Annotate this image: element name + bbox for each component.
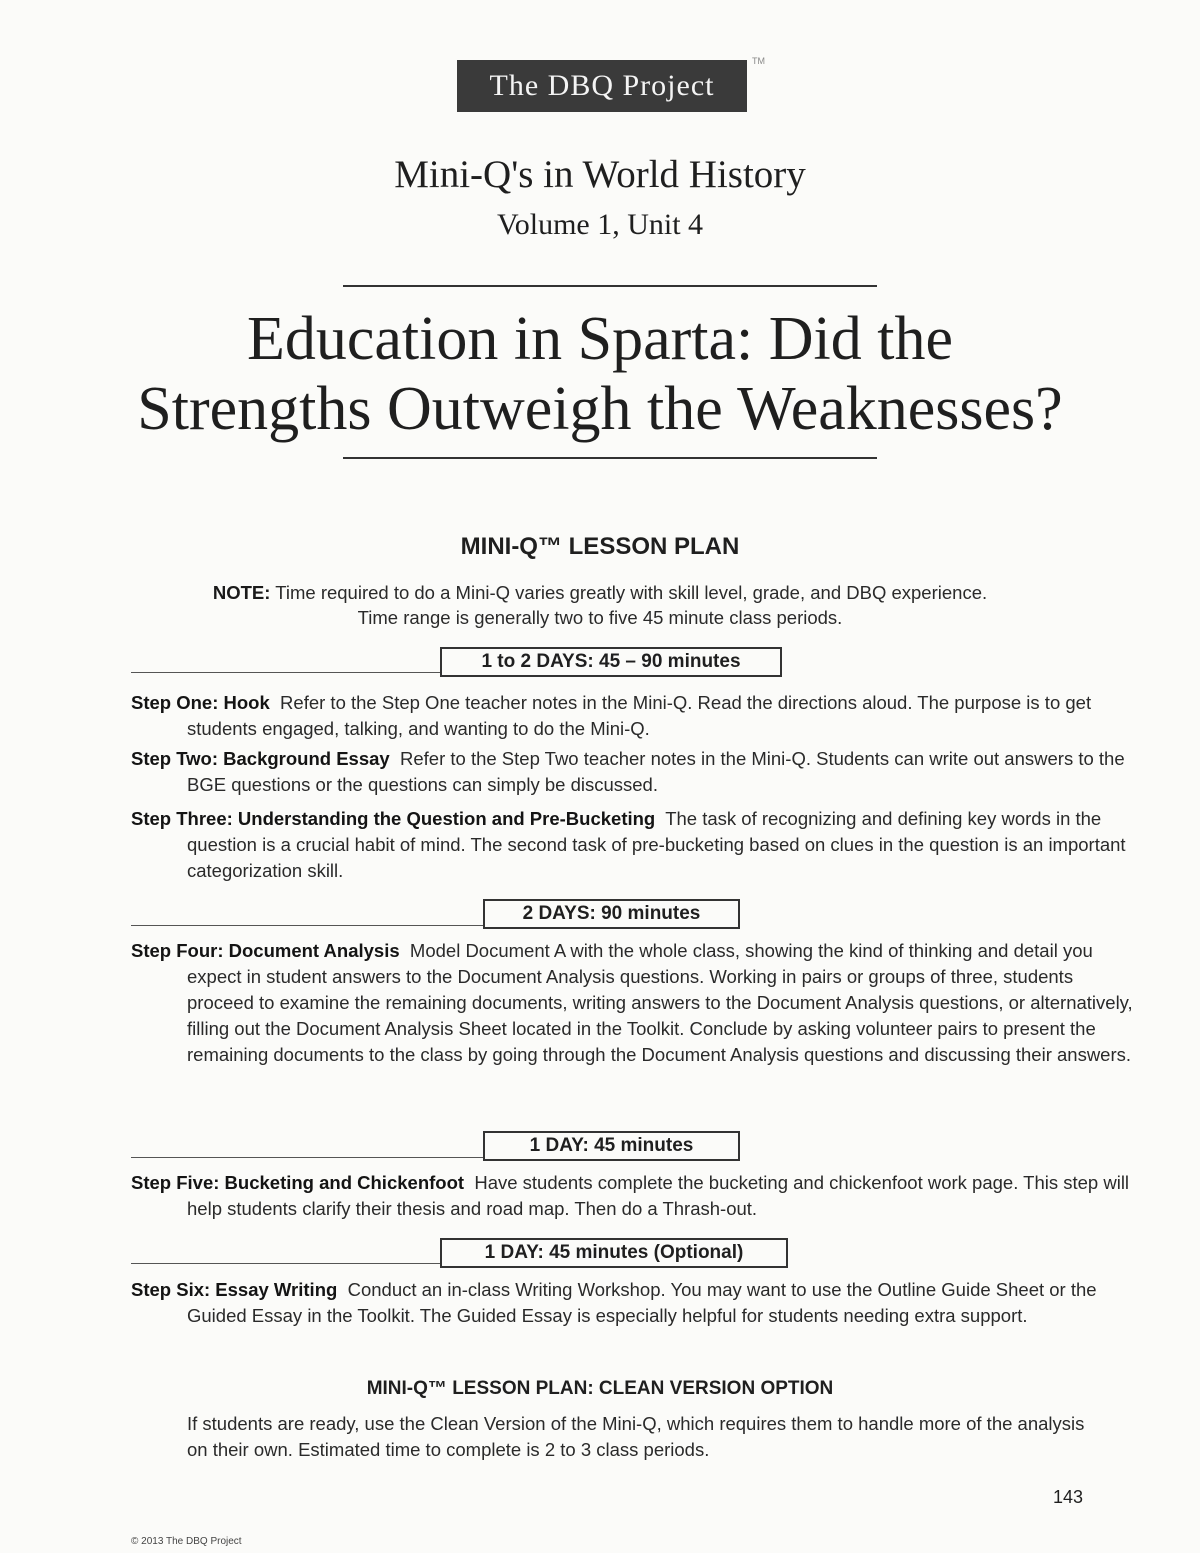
day-divider-2 xyxy=(131,925,483,926)
step-six-text: Conduct an in-class Writing Workshop. You may want to use the Outline Guide Sheet or the Guided Essay in the Toolkit. The Guided Essay is especially helpful for students needing extra support. xyxy=(187,1279,1097,1326)
copyright-notice: © 2013 The DBQ Project xyxy=(131,1536,242,1547)
step-two-label: Step Two: Background Essay xyxy=(131,748,390,769)
step-four-label: Step Four: Document Analysis xyxy=(131,940,400,961)
title-bottom-rule xyxy=(343,457,877,459)
page-number: 143 xyxy=(1053,1487,1084,1507)
step-one xyxy=(131,690,1137,742)
day-label-3: 1 DAY: 45 minutes xyxy=(483,1131,740,1161)
trademark-mark: TM xyxy=(752,56,765,66)
step-two-text: Refer to the Step Two teacher notes in the Mini-Q. Students can write out answers to the BGE questions or the questions can simply be discussed. xyxy=(187,748,1125,795)
note-line-2: Time range is generally two to five 45 minute class periods. xyxy=(357,607,843,628)
day-divider-4 xyxy=(131,1263,441,1264)
step-two xyxy=(131,746,1137,798)
lesson-plan-heading: MINI-Q™ LESSON PLAN xyxy=(460,533,740,560)
step-five-text: Have students complete the bucketing and chickenfoot work page. This step will help students clarify their thesis and road map. Then do a Thrash-out. xyxy=(187,1172,1130,1219)
logo-text: The DBQ Project xyxy=(489,69,715,102)
title-top-rule xyxy=(343,285,877,287)
time-note xyxy=(0,580,1200,630)
volume-label: Volume 1, Unit 4 xyxy=(496,208,704,241)
step-one-text: Refer to the Step One teacher notes in the Mini-Q. Read the directions aloud. The purpose is to get students engaged, talking, and wanting to do the Mini-Q. xyxy=(187,692,1092,739)
title-line-2: Strengths Outweigh the Weaknesses? xyxy=(137,375,1063,443)
step-four xyxy=(131,938,1137,1068)
step-five-label: Step Five: Bucketing and Chickenfoot xyxy=(131,1172,465,1193)
day-label-1: 1 to 2 DAYS: 45 – 90 minutes xyxy=(440,647,782,677)
series-title: Mini-Q's in World History xyxy=(394,153,806,196)
clean-version-heading: MINI-Q™ LESSON PLAN: CLEAN VERSION OPTION xyxy=(366,1378,834,1399)
step-five xyxy=(131,1170,1137,1222)
day-divider-1 xyxy=(131,672,441,673)
step-three xyxy=(131,806,1137,884)
title-line-1: Education in Sparta: Did the xyxy=(247,305,953,373)
step-three-label: Step Three: Understanding the Question and Pre-Bucketing xyxy=(131,808,656,829)
dbq-project-logo xyxy=(457,60,747,112)
step-six xyxy=(131,1277,1137,1329)
note-line-1: Time required to do a Mini-Q varies greatly with skill level, grade, and DBQ experience. xyxy=(275,582,988,603)
step-six-label: Step Six: Essay Writing xyxy=(131,1279,338,1300)
day-label-4: 1 DAY: 45 minutes (Optional) xyxy=(440,1238,788,1268)
clean-version-text: If students are ready, use the Clean Version of the Mini-Q, which requires them to handle more of the analysis on their own. Estimated time to complete is 2 to 3 class periods. xyxy=(187,1413,1085,1460)
step-four-text: Model Document A with the whole class, showing the kind of thinking and detail you expect in student answers to the Document Analysis questions. Working in pairs or groups of three, students proceed to examine the remaining documents, writing answers to the Document Analysis questions, or alternatively, filling out the Document Analysis Sheet located in the Toolkit. Conclude by asking volunteer pairs to present the remaining documents to the class by going through the Document Analysis questions and discussing their answers. xyxy=(187,940,1133,1065)
note-label: NOTE: xyxy=(212,582,271,603)
step-three-text: The task of recognizing and defining key words in the question is a crucial habit of mind. The second task of pre-bucketing based on clues in the question is an important categorization skill. xyxy=(187,808,1126,881)
day-label-2: 2 DAYS: 90 minutes xyxy=(483,899,740,929)
step-one-label: Step One: Hook xyxy=(131,692,270,713)
page-title xyxy=(100,304,1100,444)
day-divider-3 xyxy=(131,1157,483,1158)
